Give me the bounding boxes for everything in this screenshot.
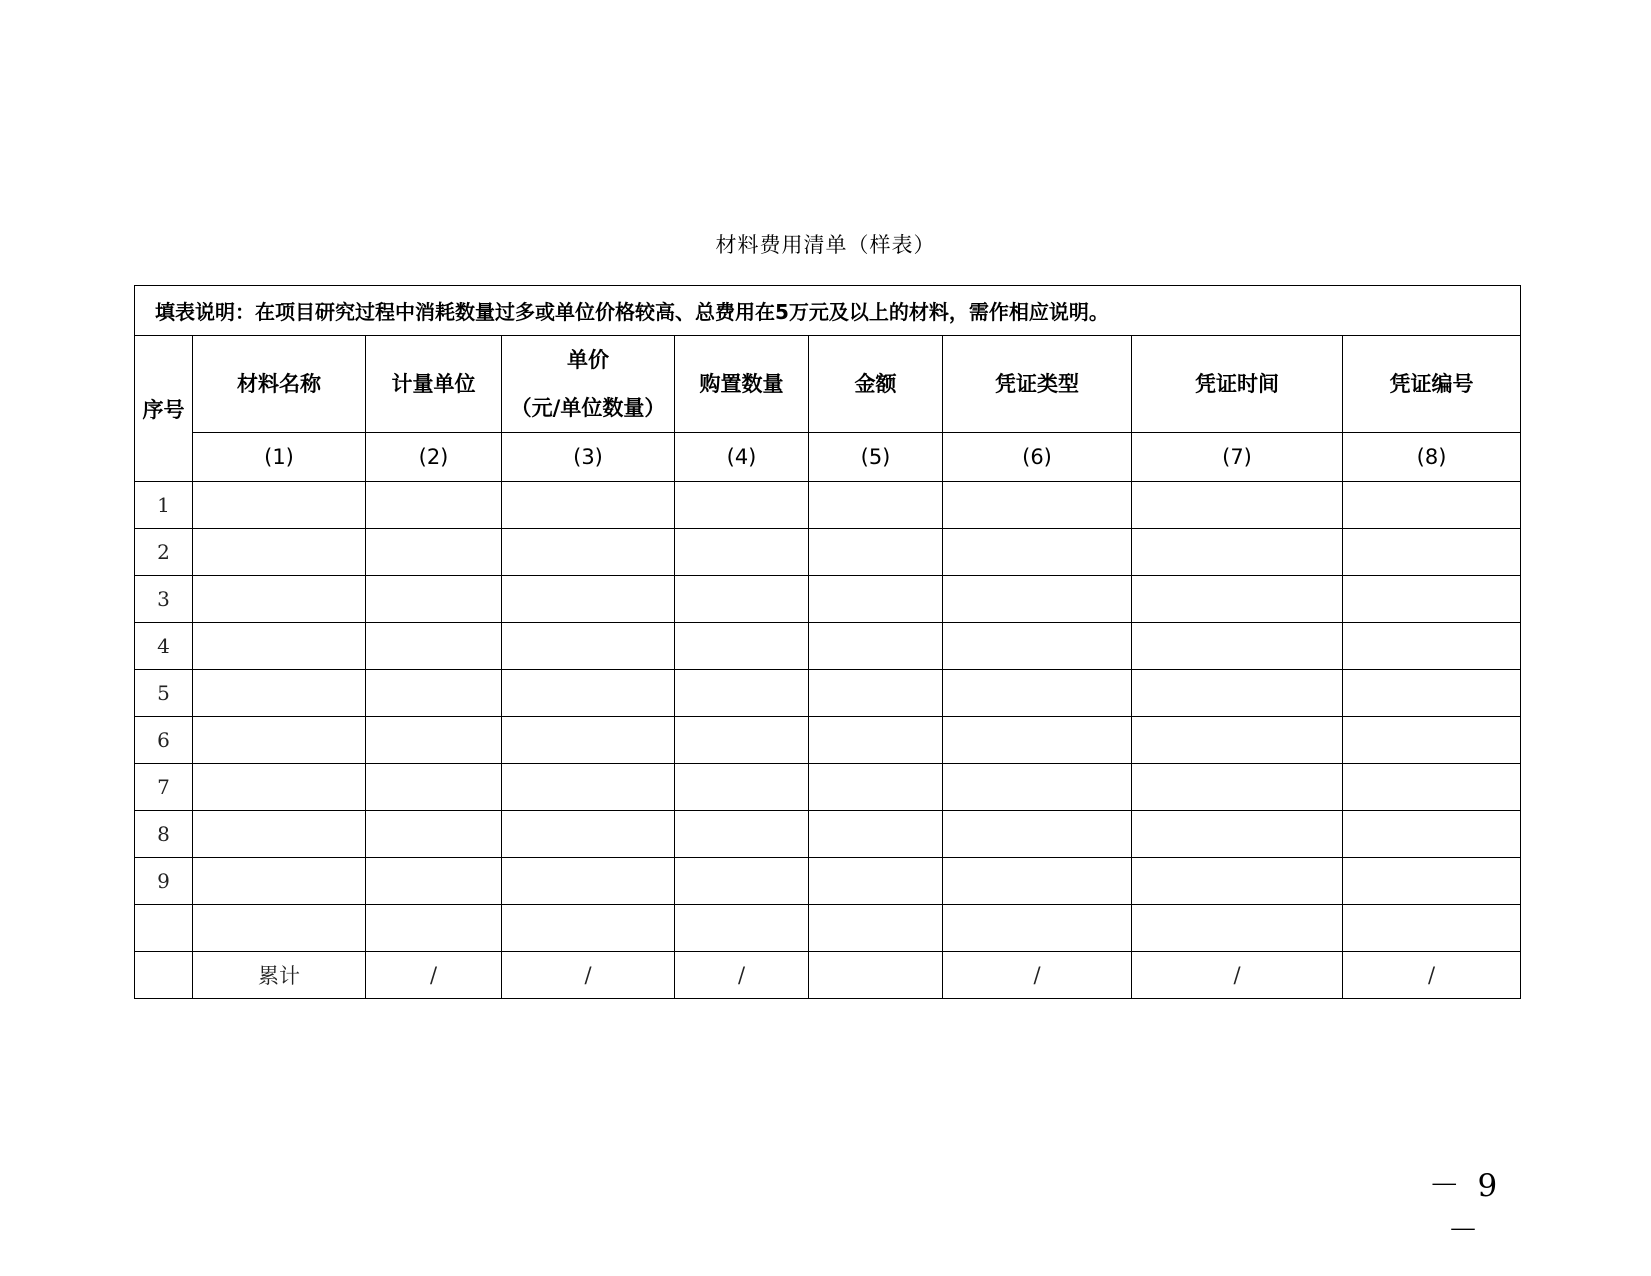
table-cell[interactable]	[1132, 811, 1343, 858]
header-col-4	[675, 336, 809, 433]
table-cell[interactable]	[366, 670, 502, 717]
header-col-4-line: 购置数量	[699, 372, 784, 396]
note-row	[135, 286, 1521, 336]
header-col-8	[1343, 336, 1521, 433]
table-row	[135, 764, 1521, 811]
table-cell[interactable]	[809, 670, 943, 717]
table-cell[interactable]	[809, 623, 943, 670]
table-cell[interactable]	[675, 858, 809, 905]
total-cell: /	[1132, 952, 1343, 999]
materials-cost-table	[134, 285, 1521, 999]
table-cell[interactable]	[943, 623, 1132, 670]
row-seq: 4	[135, 623, 193, 670]
table-cell[interactable]	[193, 670, 366, 717]
table-cell[interactable]	[366, 623, 502, 670]
row-seq: 2	[135, 529, 193, 576]
table-cell[interactable]	[366, 905, 502, 952]
total-label: 累计	[193, 952, 366, 999]
total-seq	[135, 952, 193, 999]
table-cell[interactable]	[943, 811, 1132, 858]
table-cell[interactable]	[1132, 905, 1343, 952]
row-seq: 8	[135, 811, 193, 858]
table-cell[interactable]	[502, 811, 675, 858]
column-number: (8)	[1343, 433, 1521, 482]
table-cell[interactable]	[1343, 858, 1521, 905]
table-cell[interactable]	[1132, 858, 1343, 905]
row-seq: 9	[135, 858, 193, 905]
table-cell[interactable]	[502, 623, 675, 670]
row-seq: 1	[135, 482, 193, 529]
table-cell[interactable]	[1132, 529, 1343, 576]
table-row	[135, 858, 1521, 905]
header-col-6-line: 凭证类型	[995, 372, 1079, 396]
table-cell[interactable]	[675, 576, 809, 623]
column-number: (3)	[502, 433, 675, 482]
total-cell: /	[943, 952, 1132, 999]
table-cell[interactable]	[943, 576, 1132, 623]
table-cell[interactable]	[193, 764, 366, 811]
total-cell: /	[675, 952, 809, 999]
table-cell[interactable]	[193, 858, 366, 905]
table-cell[interactable]	[809, 764, 943, 811]
table-cell[interactable]	[675, 482, 809, 529]
table-cell[interactable]	[1343, 717, 1521, 764]
table-cell[interactable]	[193, 529, 366, 576]
table-cell[interactable]	[193, 482, 366, 529]
table-cell[interactable]	[809, 905, 943, 952]
header-col-2	[366, 336, 502, 433]
table-cell[interactable]	[675, 623, 809, 670]
column-number: (5)	[809, 433, 943, 482]
header-col-6	[943, 336, 1132, 433]
total-cell[interactable]	[809, 952, 943, 999]
total-cell: /	[366, 952, 502, 999]
table-cell[interactable]	[943, 482, 1132, 529]
column-number: (7)	[1132, 433, 1343, 482]
table-row	[135, 482, 1521, 529]
table-cell[interactable]	[366, 576, 502, 623]
table-cell[interactable]	[193, 717, 366, 764]
header-col-3	[502, 336, 675, 433]
table-cell[interactable]	[1343, 905, 1521, 952]
header-col-8-line: 凭证编号	[1389, 372, 1474, 396]
table-cell[interactable]	[502, 858, 675, 905]
column-number-row	[135, 433, 1521, 482]
fill-instructions: 填表说明：在项目研究过程中消耗数量过多或单位价格较高、总费用在5万元及以上的材料，需作相应说明。	[135, 286, 1521, 336]
row-seq: 3	[135, 576, 193, 623]
table-cell[interactable]	[675, 764, 809, 811]
table-cell[interactable]	[809, 482, 943, 529]
table-cell[interactable]	[502, 670, 675, 717]
table-row	[135, 576, 1521, 623]
table-cell[interactable]	[366, 811, 502, 858]
table-row	[135, 529, 1521, 576]
table-cell[interactable]	[1343, 623, 1521, 670]
header-row	[135, 336, 1521, 433]
table-cell[interactable]	[502, 576, 675, 623]
table-cell[interactable]	[943, 764, 1132, 811]
column-number: (6)	[943, 433, 1132, 482]
column-number: (4)	[675, 433, 809, 482]
column-number: (1)	[193, 433, 366, 482]
table-cell[interactable]	[675, 529, 809, 576]
table-cell[interactable]	[809, 858, 943, 905]
header-col-5-line: 金额	[854, 372, 897, 396]
table-cell[interactable]	[193, 905, 366, 952]
table-cell[interactable]	[1343, 811, 1521, 858]
total-row	[135, 952, 1521, 999]
table-cell[interactable]	[502, 905, 675, 952]
table-cell[interactable]	[502, 764, 675, 811]
table-row	[135, 623, 1521, 670]
header-col-3-line: （元/单位数量）	[510, 396, 666, 420]
row-seq	[135, 905, 193, 952]
table-row	[135, 905, 1521, 952]
table-row	[135, 717, 1521, 764]
header-col-7	[1132, 336, 1343, 433]
table-cell[interactable]	[366, 529, 502, 576]
table-cell[interactable]	[1343, 576, 1521, 623]
table-cell[interactable]	[943, 529, 1132, 576]
table-cell[interactable]	[366, 858, 502, 905]
table-cell[interactable]	[1132, 717, 1343, 764]
table-cell[interactable]	[943, 858, 1132, 905]
header-col-3-line: 单价	[567, 348, 609, 372]
page-title: 材料费用清单（样表）	[715, 233, 936, 257]
column-number: (2)	[366, 433, 502, 482]
header-col-1-line: 材料名称	[237, 372, 321, 396]
table-cell[interactable]	[193, 811, 366, 858]
header-col-5	[809, 336, 943, 433]
table-cell[interactable]	[675, 670, 809, 717]
table-cell[interactable]	[809, 717, 943, 764]
total-cell: /	[1343, 952, 1521, 999]
header-col-1	[193, 336, 366, 433]
header-col-2-line: 计量单位	[391, 372, 476, 396]
table-cell[interactable]	[1132, 623, 1343, 670]
total-cell: /	[502, 952, 675, 999]
table-cell[interactable]	[1343, 670, 1521, 717]
table-cell[interactable]	[943, 905, 1132, 952]
table-cell[interactable]	[943, 717, 1132, 764]
header-seq: 序号	[135, 336, 193, 482]
row-seq: 6	[135, 717, 193, 764]
table-cell[interactable]	[1132, 576, 1343, 623]
table-cell[interactable]	[502, 482, 675, 529]
table-cell[interactable]	[675, 905, 809, 952]
table-cell[interactable]	[1343, 764, 1521, 811]
table-cell[interactable]	[1132, 482, 1343, 529]
table-cell[interactable]	[1132, 764, 1343, 811]
row-seq: 7	[135, 764, 193, 811]
page-number: － 9 －	[1428, 1168, 1502, 1249]
table-cell[interactable]	[675, 717, 809, 764]
table-cell[interactable]	[1132, 670, 1343, 717]
table-cell[interactable]	[1343, 482, 1521, 529]
header-col-7-line: 凭证时间	[1195, 372, 1279, 396]
table-cell[interactable]	[1343, 529, 1521, 576]
table-row	[135, 670, 1521, 717]
table-cell[interactable]	[366, 764, 502, 811]
row-seq: 5	[135, 670, 193, 717]
table-row	[135, 811, 1521, 858]
table-cell[interactable]	[366, 482, 502, 529]
table-cell[interactable]	[193, 576, 366, 623]
table-cell[interactable]	[193, 623, 366, 670]
table-cell[interactable]	[809, 811, 943, 858]
table-cell[interactable]	[366, 717, 502, 764]
table-cell[interactable]	[809, 529, 943, 576]
table-cell[interactable]	[675, 811, 809, 858]
table-cell[interactable]	[943, 670, 1132, 717]
table-cell[interactable]	[502, 529, 675, 576]
table-cell[interactable]	[502, 717, 675, 764]
table-cell[interactable]	[809, 576, 943, 623]
